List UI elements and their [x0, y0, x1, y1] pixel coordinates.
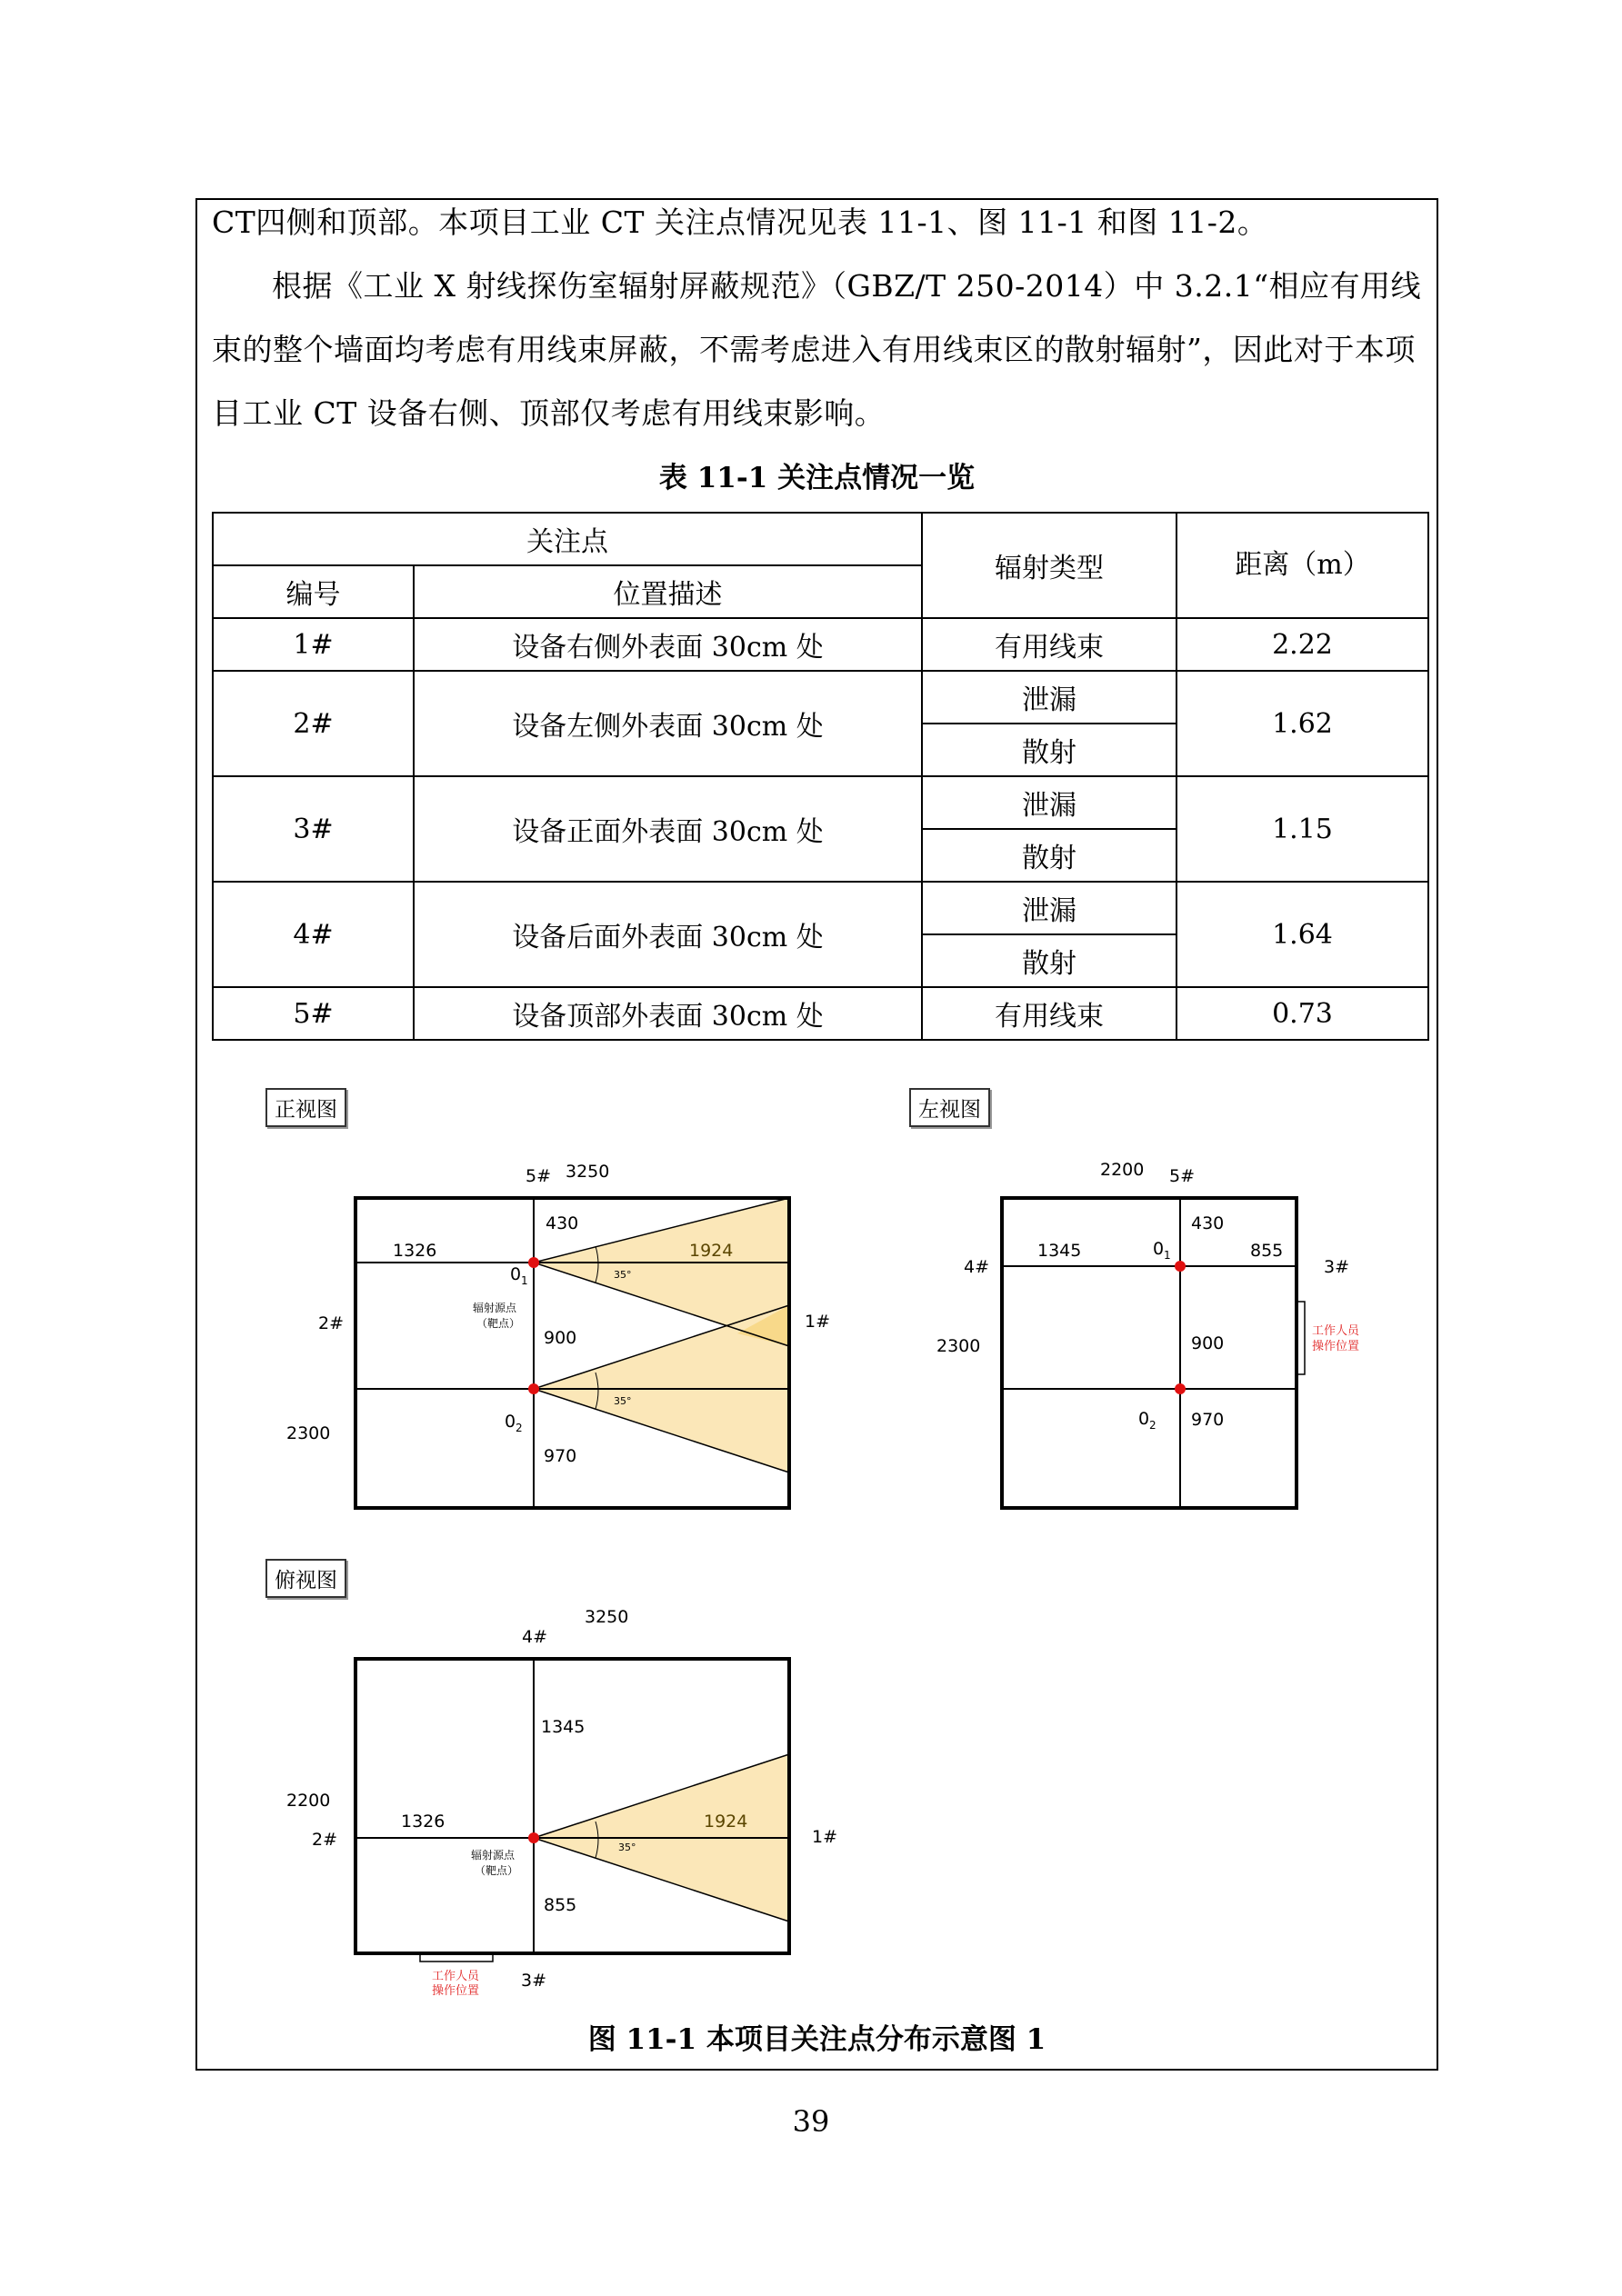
svg-text:35°: 35° [614, 1269, 632, 1281]
svg-text:2300: 2300 [936, 1336, 981, 1356]
paragraph-1: CT四侧和顶部。本项目工业 CT 关注点情况见表 11-1、图 11-1 和图 11-2。 [212, 205, 1268, 240]
source-point-o1 [1175, 1261, 1186, 1272]
figure-caption: 图 11-1 本项目关注点分布示意图 1 [587, 2023, 1046, 2056]
cell-type: 泄漏 [922, 671, 1176, 724]
svg-text:900: 900 [1191, 1333, 1225, 1353]
svg-text:1: 1 [1164, 1249, 1171, 1262]
cell-type: 有用线束 [922, 618, 1176, 671]
svg-text:0: 0 [1138, 1409, 1150, 1429]
svg-text:3#: 3# [1324, 1257, 1350, 1277]
header-position: 位置描述 [414, 565, 922, 618]
svg-text:0: 0 [510, 1264, 522, 1284]
header-id: 编号 [213, 565, 414, 618]
svg-text:5#: 5# [526, 1166, 552, 1186]
top-view-label: 俯视图 [265, 1559, 346, 1598]
header-distance: 距离（m） [1176, 513, 1428, 618]
svg-text:430: 430 [546, 1213, 579, 1233]
svg-text:2: 2 [1149, 1419, 1156, 1432]
svg-text:5#: 5# [1169, 1166, 1196, 1186]
svg-text:辐射源点: 辐射源点 [473, 1302, 517, 1314]
svg-text:工作人员: 工作人员 [432, 1970, 480, 1983]
paragraph-2: 根据《工业 X 射线探伤室辐射屏蔽规范》（GBZ/T 250-2014）中 3.2.1“相应有用线束的整个墙面均考虑有用线束屏蔽，不需考虑进入有用线束区的散射辐射”，因此对于本项目工业 CT 设备右侧、顶部仅考虑有用线束影响。 [212, 268, 1422, 431]
cell-type: 泄漏 [922, 776, 1176, 829]
front-view-diagram [286, 1162, 830, 1508]
cell-distance: 1.15 [1176, 776, 1428, 882]
cell-type: 散射 [922, 724, 1176, 776]
cell-distance: 1.62 [1176, 671, 1428, 776]
source-point [528, 1832, 539, 1843]
cell-position: 设备右侧外表面 30cm 处 [414, 618, 922, 671]
svg-text:1345: 1345 [541, 1717, 586, 1737]
svg-text:855: 855 [1250, 1241, 1284, 1261]
svg-text:2200: 2200 [286, 1791, 331, 1811]
svg-text:3250: 3250 [566, 1162, 610, 1182]
cell-distance: 1.64 [1176, 882, 1428, 987]
cell-type: 散射 [922, 934, 1176, 987]
svg-text:2200: 2200 [1100, 1160, 1145, 1180]
svg-text:0: 0 [1153, 1239, 1165, 1259]
page-number: 39 [792, 2104, 830, 2139]
svg-text:3#: 3# [521, 1971, 547, 1991]
svg-text:2#: 2# [312, 1830, 338, 1850]
svg-text:2: 2 [516, 1422, 523, 1434]
svg-text:操作位置: 操作位置 [1312, 1340, 1360, 1353]
cell-position: 设备正面外表面 30cm 处 [414, 776, 922, 882]
front-view-label: 正视图 [265, 1088, 346, 1127]
svg-text:1326: 1326 [393, 1241, 437, 1261]
svg-text:1#: 1# [805, 1312, 831, 1332]
svg-text:1924: 1924 [689, 1241, 734, 1261]
cell-type: 有用线束 [922, 987, 1176, 1040]
cell-id: 4# [213, 882, 414, 987]
header-group: 关注点 [213, 513, 922, 565]
cell-id: 1# [213, 618, 414, 671]
svg-text:35°: 35° [618, 1842, 636, 1853]
header-type: 辐射类型 [922, 513, 1176, 618]
svg-text:1326: 1326 [401, 1812, 446, 1832]
svg-text:970: 970 [1191, 1410, 1225, 1430]
cell-position: 设备左侧外表面 30cm 处 [414, 671, 922, 776]
svg-text:2300: 2300 [286, 1423, 331, 1443]
svg-text:855: 855 [544, 1895, 577, 1915]
svg-text:辐射源点: 辐射源点 [471, 1849, 516, 1862]
svg-text:1345: 1345 [1037, 1241, 1082, 1261]
cell-id: 5# [213, 987, 414, 1040]
left-view-label: 左视图 [909, 1088, 990, 1127]
cell-type: 泄漏 [922, 882, 1176, 934]
cell-type: 散射 [922, 829, 1176, 882]
svg-text:（靶点）: （靶点） [476, 1317, 521, 1330]
cell-position: 设备顶部外表面 30cm 处 [414, 987, 922, 1040]
svg-text:3250: 3250 [585, 1607, 629, 1627]
svg-text:（靶点）: （靶点） [475, 1864, 519, 1877]
source-point-o2 [1175, 1383, 1186, 1394]
svg-text:900: 900 [544, 1328, 577, 1348]
svg-text:4#: 4# [522, 1627, 548, 1647]
left-view-diagram [936, 1160, 1360, 1508]
svg-text:2#: 2# [318, 1313, 345, 1333]
source-point-o2 [528, 1383, 539, 1394]
svg-text:1#: 1# [812, 1827, 838, 1847]
svg-text:35°: 35° [614, 1395, 632, 1407]
cell-distance: 0.73 [1176, 987, 1428, 1040]
table-caption: 表 11-1 关注点情况一览 [658, 462, 976, 494]
cell-position: 设备后面外表面 30cm 处 [414, 882, 922, 987]
svg-text:1: 1 [521, 1274, 528, 1287]
cell-distance: 2.22 [1176, 618, 1428, 671]
svg-text:430: 430 [1191, 1213, 1225, 1233]
svg-text:操作位置: 操作位置 [432, 1984, 480, 1998]
top-view-diagram [286, 1607, 837, 1998]
svg-text:0: 0 [505, 1412, 516, 1432]
source-point-o1 [528, 1257, 539, 1268]
svg-text:970: 970 [544, 1446, 577, 1466]
cell-id: 2# [213, 671, 414, 776]
svg-text:4#: 4# [964, 1257, 990, 1277]
svg-text:工作人员: 工作人员 [1312, 1324, 1360, 1338]
svg-text:1924: 1924 [704, 1812, 748, 1832]
cell-id: 3# [213, 776, 414, 882]
